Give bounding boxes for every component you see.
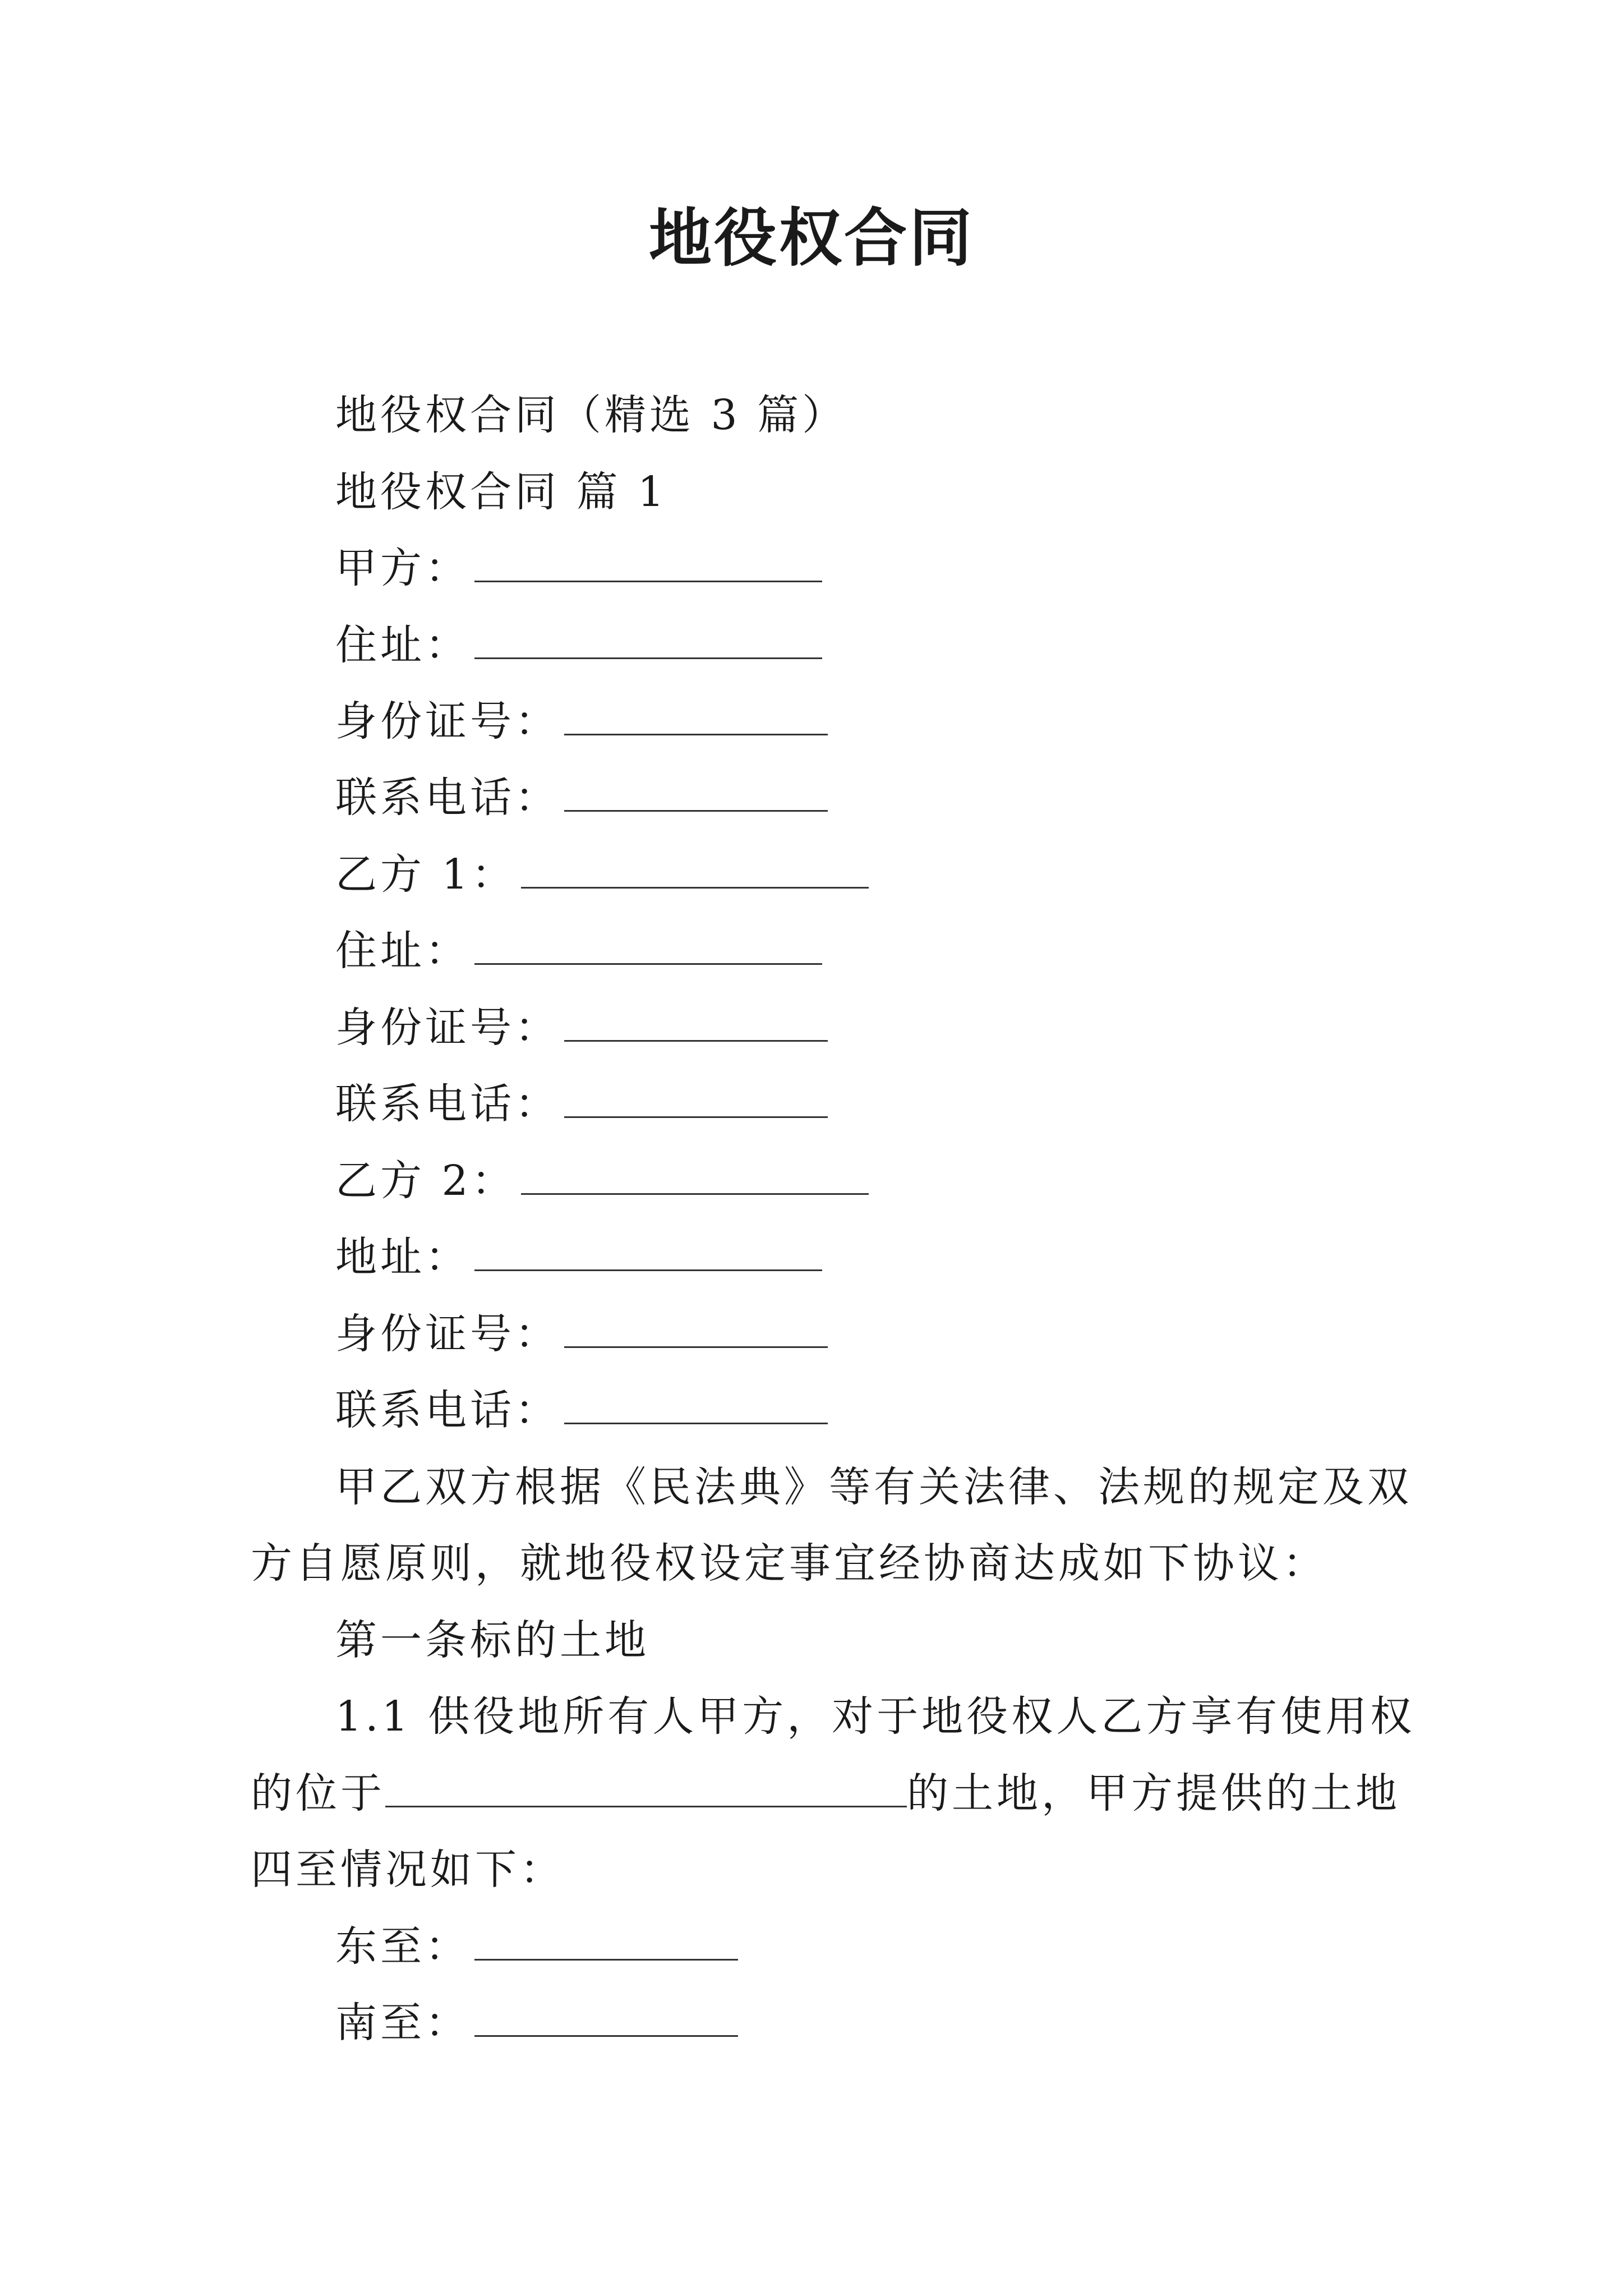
party-b2-phone-blank (564, 1383, 828, 1424)
land-location-blank (385, 1766, 907, 1807)
party-a-blank (474, 541, 822, 582)
section-heading: 地役权合同 篇 1 (335, 468, 668, 516)
party-b1-address-row (335, 923, 822, 979)
intro-paragraph-line-2: 方自愿原则，就地役权设定事宜经协商达成如下协议： (251, 1539, 1327, 1588)
party-a-id-label: 身份证号： (335, 697, 560, 746)
party-a-id-blank (564, 694, 828, 735)
east-boundary-label: 东至： (335, 1922, 470, 1971)
party-b1-id-label: 身份证号： (335, 1004, 560, 1052)
clause-1-1-line-2 (251, 1765, 1400, 1821)
party-a-phone-blank (564, 771, 828, 812)
article-1-heading: 第一条标的土地 (335, 1616, 649, 1664)
party-a-row (335, 540, 822, 596)
party-b2-id-blank (564, 1307, 828, 1348)
party-b1-address-blank (474, 924, 822, 965)
party-b2-row (335, 1153, 869, 1209)
party-b1-blank (521, 848, 869, 889)
east-boundary-row (335, 1918, 738, 1975)
clause-1-1-line-3: 四至情况如下： (251, 1846, 565, 1894)
party-b2-phone-label: 联系电话： (335, 1386, 560, 1434)
party-b1-phone-blank (564, 1077, 828, 1118)
document-title: 地役权合同 (649, 201, 974, 275)
party-b1-id-row (335, 1000, 828, 1056)
south-boundary-label: 南至： (335, 1999, 470, 2047)
party-a-address-blank (474, 618, 822, 659)
party-b2-id-row (335, 1306, 828, 1362)
party-b1-row (335, 846, 869, 903)
south-boundary-blank (474, 1996, 738, 2037)
party-b1-id-blank (564, 1001, 828, 1042)
east-boundary-blank (474, 1920, 738, 1961)
party-b1-label: 乙方 1： (335, 850, 517, 899)
party-b2-label: 乙方 2： (335, 1157, 517, 1205)
party-a-id-row (335, 693, 828, 749)
party-b2-blank (521, 1154, 869, 1195)
clause-1-1-prefix: 的位于 (251, 1769, 385, 1818)
party-a-label: 甲方： (335, 544, 470, 592)
intro-paragraph-line-1: 甲乙双方根据《民法典》等有关法律、法规的规定及双 (335, 1463, 1412, 1511)
clause-1-1-suffix: 的土地，甲方提供的土地 (907, 1769, 1400, 1818)
party-b1-phone-label: 联系电话： (335, 1080, 560, 1128)
party-b1-phone-row (335, 1076, 828, 1132)
south-boundary-row (335, 1995, 738, 2051)
party-a-address-label: 住址： (335, 621, 470, 669)
party-b2-address-row (335, 1229, 822, 1285)
party-b2-address-label: 地址： (335, 1233, 470, 1281)
party-a-phone-label: 联系电话： (335, 774, 560, 822)
party-b2-phone-row (335, 1382, 828, 1438)
party-b2-id-label: 身份证号： (335, 1310, 560, 1358)
clause-1-1-line-1: 1.1 供役地所有人甲方，对于地役权人乙方享有使用权 (335, 1692, 1415, 1741)
party-a-address-row (335, 617, 822, 673)
party-a-phone-row (335, 770, 828, 826)
document-subtitle: 地役权合同（精选 3 篇） (335, 391, 847, 439)
party-b2-address-blank (474, 1230, 822, 1271)
party-b1-address-label: 住址： (335, 927, 470, 975)
